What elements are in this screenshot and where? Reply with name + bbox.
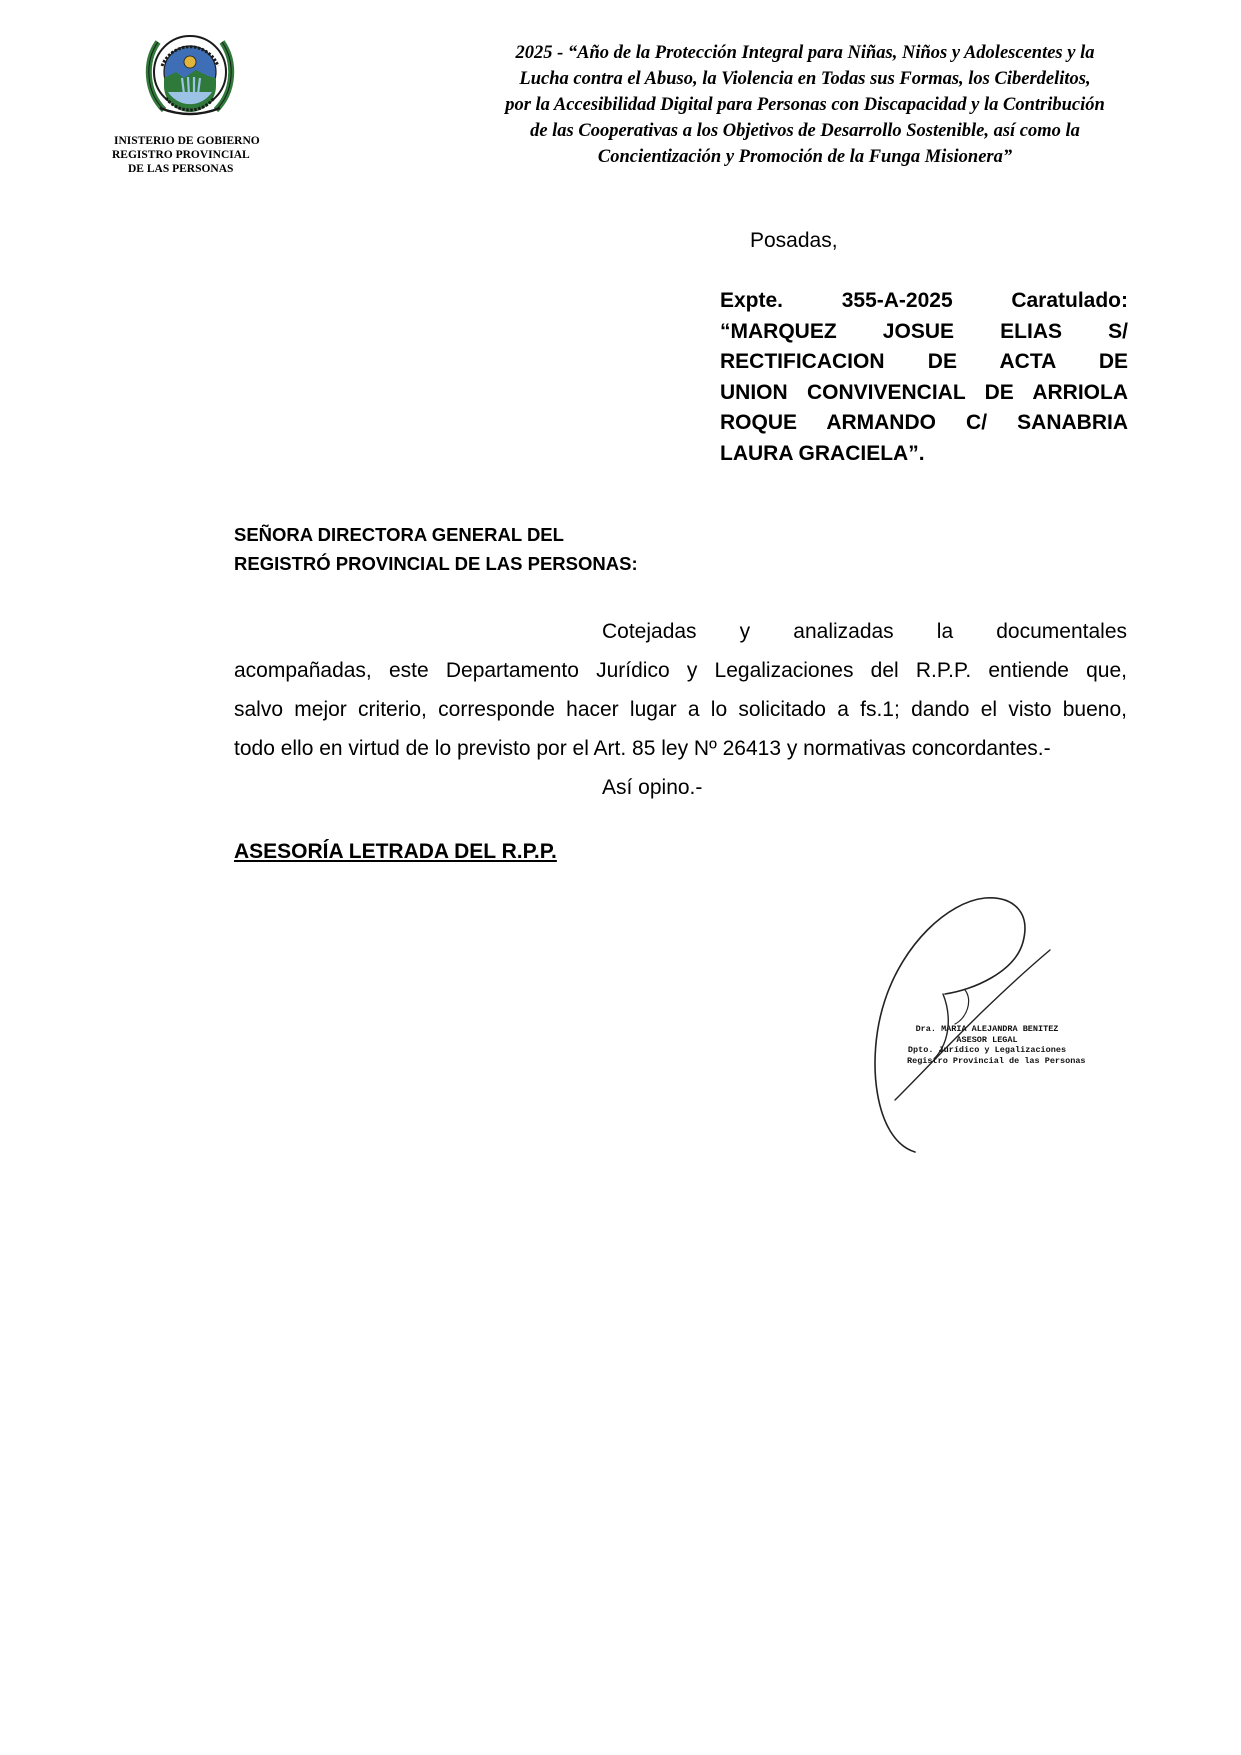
signature-stamp xyxy=(907,1024,1086,1066)
legal-opinion xyxy=(234,612,1127,807)
stamp-line: Dra. MARIA ALEJANDRA BENITEZ xyxy=(915,1024,1059,1034)
org-line: INISTERIO DE GOBIERNO xyxy=(114,135,260,147)
closing-line: Así opino.- xyxy=(602,776,703,799)
stamp-line: Registro Provincial de las Personas xyxy=(907,1055,1086,1066)
opinion-line: salvo mejor criterio, corresponde hacer lugar a lo solicitado a fs.1; dando el visto bueno, xyxy=(234,698,1127,721)
stamp-line: ASESOR LEGAL xyxy=(956,1034,1018,1045)
case-reference-line: UNION CONVIVENCIAL DE ARRIOLA xyxy=(720,380,1128,404)
org-line: DE LAS PERSONAS xyxy=(128,163,234,175)
opinion-line: Cotejadas y analizadas la documentales xyxy=(602,620,1127,643)
place-date: Posadas, xyxy=(750,229,838,252)
addressee xyxy=(234,520,638,578)
addressee-line: SEÑORA DIRECTORA GENERAL DEL xyxy=(234,524,564,545)
signing-unit: ASESORÍA LETRADA DEL R.P.P. xyxy=(234,840,557,863)
signature-block xyxy=(855,890,1086,1165)
year-motto xyxy=(460,40,1150,170)
provincial-seal xyxy=(140,22,240,122)
year-motto-line: por la Accesibilidad Digital para Personas con Discapacidad y la Contribución xyxy=(505,95,1105,115)
case-reference-line: ROQUE ARMANDO C/ SANABRIA xyxy=(720,411,1128,434)
seal-emblem-icon xyxy=(140,22,240,122)
case-reference-line: Expte. 355-A-2025 Caratulado: xyxy=(720,289,1128,312)
case-reference-line: LAURA GRACIELA”. xyxy=(720,441,925,465)
addressee-line: REGISTRÓ PROVINCIAL DE LAS PERSONAS: xyxy=(234,553,638,574)
org-line: REGISTRO PROVINCIAL xyxy=(112,149,250,161)
case-reference-line: RECTIFICACION DE ACTA DE xyxy=(720,350,1128,373)
issuing-office xyxy=(108,134,288,176)
year-motto-line: Lucha contra el Abuso, la Violencia en Todas sus Formas, los Ciberdelitos, xyxy=(519,69,1091,89)
case-reference-line: “MARQUEZ JOSUE ELIAS S/ xyxy=(720,319,1128,343)
year-motto-line: de las Cooperativas a los Objetivos de Desarrollo Sostenible, así como la xyxy=(530,121,1080,141)
opinion-line: acompañadas, este Departamento Jurídico y Legalizaciones del R.P.P. entiende que, xyxy=(234,659,1127,682)
year-motto-line: Concientización y Promoción de la Funga Misionera” xyxy=(597,147,1013,167)
case-reference xyxy=(720,286,1128,469)
stamp-line: Dpto. Jurídico y Legalizaciones xyxy=(907,1045,1067,1055)
year-motto-line: 2025 - “Año de la Protección Integral para Niñas, Niños y Adolescentes y la xyxy=(515,43,1095,63)
opinion-line: todo ello en virtud de lo previsto por el Art. 85 ley Nº 26413 y normativas concordantes.- xyxy=(234,737,1051,760)
